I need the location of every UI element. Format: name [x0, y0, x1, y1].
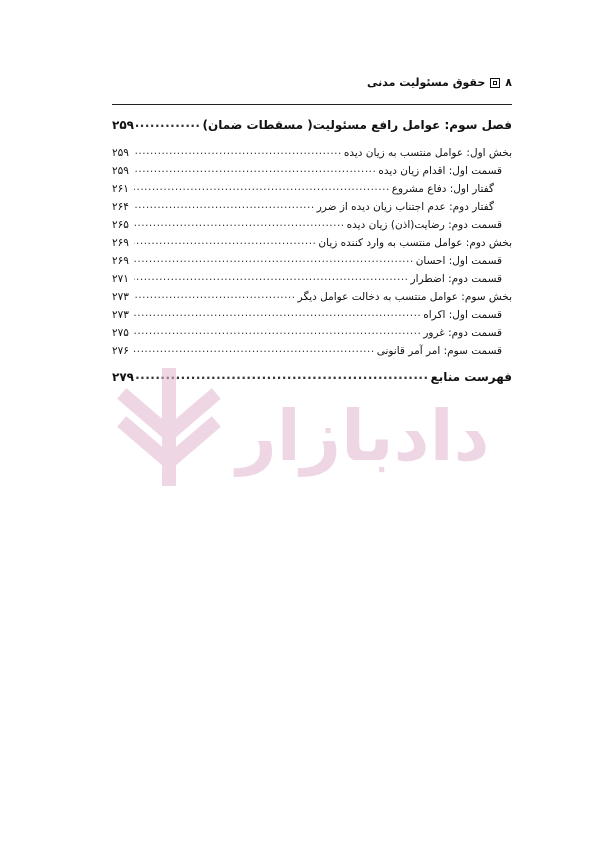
- toc-entry-page: ۲۷۱: [112, 273, 129, 285]
- toc-entry-page: ۲۷۵: [112, 327, 129, 339]
- toc-entry-title: گفتار دوم: عدم اجتناب زیان دیده از ضرر: [316, 201, 494, 213]
- toc-leader-dots: [134, 232, 316, 250]
- toc-entry[interactable]: [112, 342, 512, 360]
- toc-entry-page: ۲۶۱: [112, 183, 129, 195]
- toc-leader-dots: [136, 112, 201, 134]
- toc-bibliography-page: ۲۷۹: [112, 370, 134, 384]
- toc-chapter-title: فصل سوم: عوامل رافع مسئولیت( مسقطات ضمان): [202, 118, 512, 132]
- toc-leader-dots: [134, 304, 421, 322]
- toc-entry-title: قسمت سوم: امر آمر قانونی: [376, 345, 502, 357]
- page-header: [367, 76, 512, 89]
- toc-entry-page: ۲۵۹: [112, 165, 129, 177]
- toc-leader-dots: [134, 250, 414, 268]
- toc-leader-dots: [134, 178, 390, 196]
- toc-entry-page: ۲۶۹: [112, 237, 129, 249]
- header-divider: [112, 104, 512, 105]
- toc-chapter-page: ۲۵۹: [112, 118, 134, 132]
- toc-entry-page: ۲۶۹: [112, 255, 129, 267]
- watermark-logo: [113, 368, 491, 486]
- toc-entry-page: ۲۵۹: [112, 147, 129, 159]
- toc-entry-page: ۲۷۳: [112, 309, 129, 321]
- toc-leader-dots: [134, 322, 421, 340]
- toc-leader-dots: [134, 160, 376, 178]
- toc-leader-dots: [134, 286, 296, 304]
- toc-entry-page: ۲۶۴: [112, 201, 129, 213]
- book-title: حقوق مسئولیت مدنی: [366, 76, 486, 89]
- toc-entry-title: بخش دوم: عوامل منتسب به وارد کننده زیان: [318, 237, 512, 249]
- toc-entry-title: قسمت دوم: رضایت(اذن) زیان دیده: [346, 219, 502, 231]
- toc-entry-title: قسمت دوم: اضطرار: [410, 273, 502, 285]
- watermark-text: دادبازار: [236, 395, 490, 477]
- toc-chapter[interactable]: [112, 114, 512, 136]
- boxed-square-icon: [490, 78, 500, 88]
- toc-leader-dots: [134, 214, 345, 232]
- toc-leader-dots: [134, 268, 409, 286]
- toc-entry-title: بخش سوم: عوامل منتسب به دخالت عوامل دیگر: [297, 291, 512, 303]
- toc-entry-page: ۲۷۶: [112, 345, 129, 357]
- toc-entry-title: قسمت اول: اقدام زیان دیده: [378, 165, 502, 177]
- page-number: ۸: [505, 76, 512, 89]
- toc-entry-title: بخش اول: عوامل منتسب به زیان دیده: [343, 147, 512, 159]
- toc-leader-dots: [134, 340, 375, 358]
- toc-entry-title: قسمت اول: احسان: [415, 255, 502, 267]
- toc-entry-page: ۲۶۵: [112, 219, 129, 231]
- toc-entry-title: قسمت دوم: غرور: [423, 327, 502, 339]
- toc-leader-dots: [134, 196, 315, 214]
- toc-entry-title: گفتار اول: دفاع مشروع: [391, 183, 494, 195]
- table-of-contents: [112, 114, 512, 388]
- toc-entry-title: قسمت اول: اکراه: [423, 309, 502, 321]
- toc-bibliography-title: فهرست منابع: [430, 370, 512, 384]
- toc-entry-page: ۲۷۳: [112, 291, 129, 303]
- watermark-emblem-icon: [127, 374, 211, 480]
- toc-leader-dots: [134, 142, 342, 160]
